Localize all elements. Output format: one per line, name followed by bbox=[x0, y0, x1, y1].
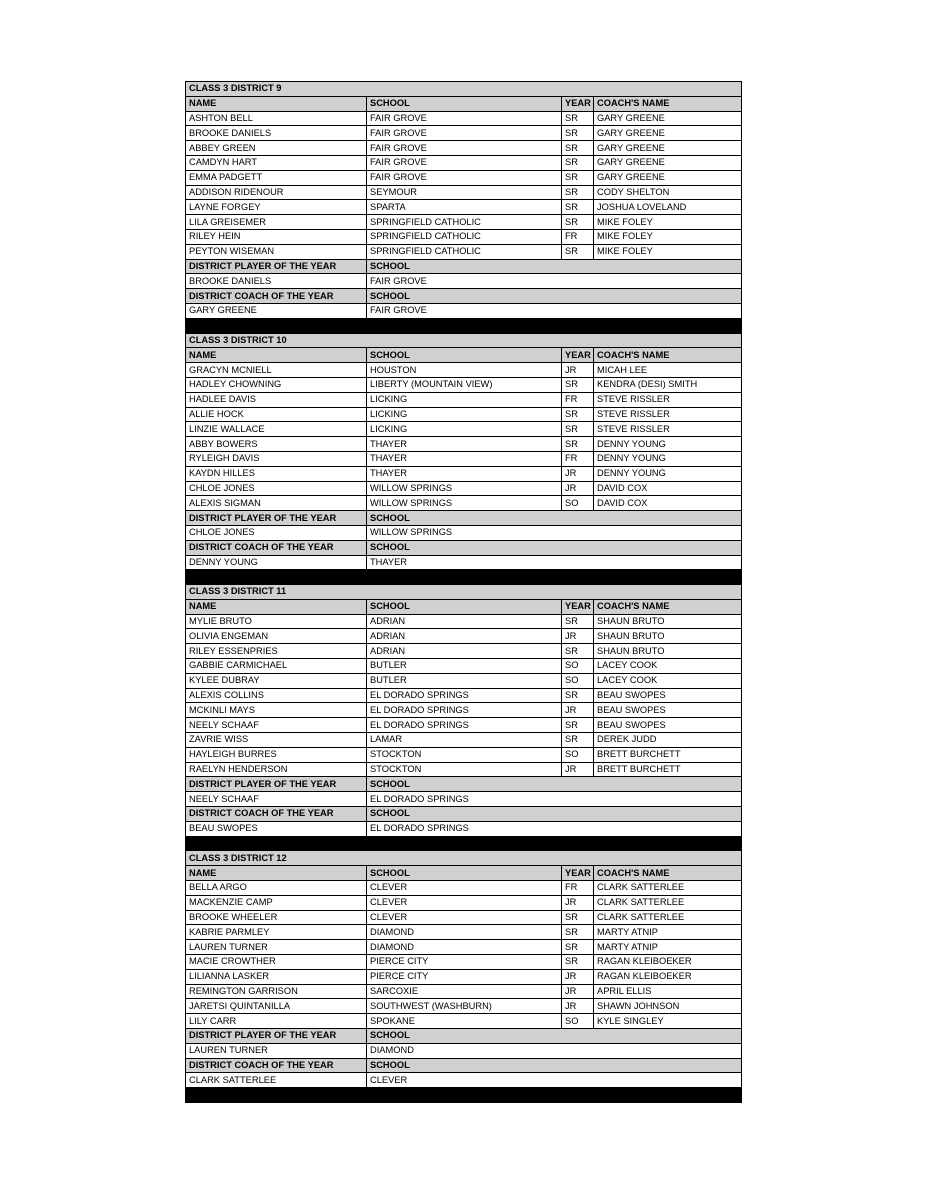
player-of-year-label: DISTRICT PLAYER OF THE YEAR bbox=[186, 259, 367, 274]
player-school: FAIR GROVE bbox=[367, 170, 562, 185]
player-name: PEYTON WISEMAN bbox=[186, 244, 367, 259]
player-year: SO bbox=[562, 1014, 594, 1029]
player-name: ADDISON RIDENOUR bbox=[186, 185, 367, 200]
header-year: YEAR bbox=[562, 599, 594, 614]
player-coach: CLARK SATTERLEE bbox=[594, 910, 742, 925]
coach-of-year-school: THAYER bbox=[367, 555, 742, 570]
player-school: ADRIAN bbox=[367, 629, 562, 644]
header-year: YEAR bbox=[562, 866, 594, 881]
player-school: LICKING bbox=[367, 392, 562, 407]
player-year: FR bbox=[562, 229, 594, 244]
player-name: MYLIE BRUTO bbox=[186, 614, 367, 629]
coach-of-year-name: CLARK SATTERLEE bbox=[186, 1073, 367, 1088]
player-row bbox=[186, 629, 742, 644]
player-name: ALLIE HOCK bbox=[186, 407, 367, 422]
coach-of-year-header-row bbox=[186, 1058, 742, 1073]
player-coach: STEVE RISSLER bbox=[594, 422, 742, 437]
section-divider bbox=[186, 570, 742, 585]
player-school: BUTLER bbox=[367, 659, 562, 674]
player-of-year-name: BROOKE DANIELS bbox=[186, 274, 367, 289]
player-row bbox=[186, 688, 742, 703]
player-coach: STEVE RISSLER bbox=[594, 392, 742, 407]
player-school: BUTLER bbox=[367, 673, 562, 688]
player-school: CLEVER bbox=[367, 881, 562, 896]
player-coach: GARY GREENE bbox=[594, 111, 742, 126]
player-year: JR bbox=[562, 629, 594, 644]
player-school: SPOKANE bbox=[367, 1014, 562, 1029]
player-row bbox=[186, 673, 742, 688]
player-school: THAYER bbox=[367, 466, 562, 481]
player-school: FAIR GROVE bbox=[367, 141, 562, 156]
player-coach: GARY GREENE bbox=[594, 155, 742, 170]
player-row bbox=[186, 644, 742, 659]
player-row bbox=[186, 614, 742, 629]
section-divider-bar bbox=[186, 318, 742, 333]
coach-of-year-header-row bbox=[186, 540, 742, 555]
player-year: FR bbox=[562, 881, 594, 896]
player-coach: RAGAN KLEIBOEKER bbox=[594, 955, 742, 970]
player-of-year-school-label: SCHOOL bbox=[367, 511, 742, 526]
player-year: SO bbox=[562, 673, 594, 688]
player-year: SO bbox=[562, 496, 594, 511]
player-coach: BEAU SWOPES bbox=[594, 688, 742, 703]
player-coach: CLARK SATTERLEE bbox=[594, 895, 742, 910]
coach-of-year-school-label: SCHOOL bbox=[367, 540, 742, 555]
section-divider bbox=[186, 318, 742, 333]
player-school: EL DORADO SPRINGS bbox=[367, 718, 562, 733]
column-header-row bbox=[186, 348, 742, 363]
header-name: NAME bbox=[186, 599, 367, 614]
player-of-year-header-row bbox=[186, 1029, 742, 1044]
player-school: FAIR GROVE bbox=[367, 111, 562, 126]
player-row bbox=[186, 244, 742, 259]
player-year: SR bbox=[562, 244, 594, 259]
coach-of-year-row bbox=[186, 555, 742, 570]
section-divider-bar bbox=[186, 1088, 742, 1103]
coach-of-year-label: DISTRICT COACH OF THE YEAR bbox=[186, 807, 367, 822]
player-coach: CLARK SATTERLEE bbox=[594, 881, 742, 896]
player-coach: BRETT BURCHETT bbox=[594, 762, 742, 777]
player-school: LICKING bbox=[367, 422, 562, 437]
player-row bbox=[186, 733, 742, 748]
coach-of-year-header-row bbox=[186, 807, 742, 822]
player-of-year-header-row bbox=[186, 777, 742, 792]
player-school: SEYMOUR bbox=[367, 185, 562, 200]
coach-of-year-school-label: SCHOOL bbox=[367, 807, 742, 822]
player-of-year-label: DISTRICT PLAYER OF THE YEAR bbox=[186, 511, 367, 526]
player-name: NEELY SCHAAF bbox=[186, 718, 367, 733]
coach-of-year-header-row bbox=[186, 289, 742, 304]
player-coach: DENNY YOUNG bbox=[594, 437, 742, 452]
player-school: THAYER bbox=[367, 451, 562, 466]
player-of-year-header-row bbox=[186, 511, 742, 526]
player-of-year-school-label: SCHOOL bbox=[367, 777, 742, 792]
player-row bbox=[186, 407, 742, 422]
player-name: LAYNE FORGEY bbox=[186, 200, 367, 215]
player-name: HAYLEIGH BURRES bbox=[186, 747, 367, 762]
player-year: FR bbox=[562, 392, 594, 407]
section-divider bbox=[186, 836, 742, 851]
player-name: LAUREN TURNER bbox=[186, 940, 367, 955]
header-coach: COACH'S NAME bbox=[594, 348, 742, 363]
player-coach: LACEY COOK bbox=[594, 659, 742, 674]
player-year: SR bbox=[562, 733, 594, 748]
column-header-row bbox=[186, 96, 742, 111]
player-coach: MIKE FOLEY bbox=[594, 244, 742, 259]
header-year: YEAR bbox=[562, 348, 594, 363]
player-year: SO bbox=[562, 747, 594, 762]
player-name: BROOKE DANIELS bbox=[186, 126, 367, 141]
player-row bbox=[186, 466, 742, 481]
district-title-row bbox=[186, 585, 742, 600]
header-school: SCHOOL bbox=[367, 348, 562, 363]
player-coach: DENNY YOUNG bbox=[594, 466, 742, 481]
player-name: RILEY HEIN bbox=[186, 229, 367, 244]
player-coach: RAGAN KLEIBOEKER bbox=[594, 969, 742, 984]
player-row bbox=[186, 496, 742, 511]
player-of-year-name: LAUREN TURNER bbox=[186, 1043, 367, 1058]
player-name: EMMA PADGETT bbox=[186, 170, 367, 185]
header-school: SCHOOL bbox=[367, 96, 562, 111]
coach-of-year-row bbox=[186, 303, 742, 318]
coach-of-year-row bbox=[186, 1073, 742, 1088]
player-school: DIAMOND bbox=[367, 925, 562, 940]
player-row bbox=[186, 999, 742, 1014]
player-coach: CODY SHELTON bbox=[594, 185, 742, 200]
player-year: SR bbox=[562, 422, 594, 437]
player-coach: BRETT BURCHETT bbox=[594, 747, 742, 762]
player-year: SR bbox=[562, 955, 594, 970]
all-district-table-body bbox=[186, 82, 742, 1103]
player-of-year-name: CHLOE JONES bbox=[186, 525, 367, 540]
player-coach: LACEY COOK bbox=[594, 673, 742, 688]
player-name: CAMDYN HART bbox=[186, 155, 367, 170]
all-district-table bbox=[185, 81, 742, 1103]
coach-of-year-name: GARY GREENE bbox=[186, 303, 367, 318]
player-year: JR bbox=[562, 481, 594, 496]
player-school: CLEVER bbox=[367, 895, 562, 910]
district-title: CLASS 3 DISTRICT 10 bbox=[186, 333, 742, 348]
player-school: WILLOW SPRINGS bbox=[367, 496, 562, 511]
player-row bbox=[186, 363, 742, 378]
player-of-year-school: EL DORADO SPRINGS bbox=[367, 792, 742, 807]
player-row bbox=[186, 718, 742, 733]
player-coach: JOSHUA LOVELAND bbox=[594, 200, 742, 215]
player-coach: GARY GREENE bbox=[594, 141, 742, 156]
player-row bbox=[186, 940, 742, 955]
coach-of-year-school: CLEVER bbox=[367, 1073, 742, 1088]
player-row bbox=[186, 703, 742, 718]
player-coach: MICAH LEE bbox=[594, 363, 742, 378]
player-row bbox=[186, 881, 742, 896]
player-row bbox=[186, 111, 742, 126]
coach-of-year-school-label: SCHOOL bbox=[367, 1058, 742, 1073]
player-row bbox=[186, 126, 742, 141]
player-of-year-row bbox=[186, 792, 742, 807]
player-year: SR bbox=[562, 200, 594, 215]
player-year: SR bbox=[562, 718, 594, 733]
player-year: SR bbox=[562, 688, 594, 703]
player-coach: SHAUN BRUTO bbox=[594, 614, 742, 629]
player-year: JR bbox=[562, 363, 594, 378]
player-name: KABRIE PARMLEY bbox=[186, 925, 367, 940]
player-school: WILLOW SPRINGS bbox=[367, 481, 562, 496]
player-row bbox=[186, 984, 742, 999]
header-coach: COACH'S NAME bbox=[594, 866, 742, 881]
header-coach: COACH'S NAME bbox=[594, 599, 742, 614]
district-title-row bbox=[186, 333, 742, 348]
player-row bbox=[186, 437, 742, 452]
player-name: HADLEY CHOWNING bbox=[186, 377, 367, 392]
player-coach: GARY GREENE bbox=[594, 170, 742, 185]
player-name: RILEY ESSENPRIES bbox=[186, 644, 367, 659]
section-divider-bar bbox=[186, 570, 742, 585]
player-row bbox=[186, 377, 742, 392]
player-year: SR bbox=[562, 111, 594, 126]
player-name: KAYDN HILLES bbox=[186, 466, 367, 481]
player-coach: MIKE FOLEY bbox=[594, 215, 742, 230]
header-coach: COACH'S NAME bbox=[594, 96, 742, 111]
header-name: NAME bbox=[186, 348, 367, 363]
player-coach: DEREK JUDD bbox=[594, 733, 742, 748]
player-coach: APRIL ELLIS bbox=[594, 984, 742, 999]
coach-of-year-label: DISTRICT COACH OF THE YEAR bbox=[186, 540, 367, 555]
player-of-year-row bbox=[186, 274, 742, 289]
player-year: SR bbox=[562, 407, 594, 422]
player-row bbox=[186, 229, 742, 244]
player-year: SR bbox=[562, 155, 594, 170]
player-name: BELLA ARGO bbox=[186, 881, 367, 896]
player-name: ALEXIS COLLINS bbox=[186, 688, 367, 703]
player-name: MACIE CROWTHER bbox=[186, 955, 367, 970]
player-year: SR bbox=[562, 614, 594, 629]
player-row bbox=[186, 155, 742, 170]
player-year: SO bbox=[562, 659, 594, 674]
header-year: YEAR bbox=[562, 96, 594, 111]
player-name: ABBY BOWERS bbox=[186, 437, 367, 452]
player-row bbox=[186, 392, 742, 407]
section-divider-bar bbox=[186, 836, 742, 851]
player-row bbox=[186, 747, 742, 762]
player-coach: BEAU SWOPES bbox=[594, 703, 742, 718]
player-name: CHLOE JONES bbox=[186, 481, 367, 496]
player-of-year-school: FAIR GROVE bbox=[367, 274, 742, 289]
player-school: EL DORADO SPRINGS bbox=[367, 703, 562, 718]
player-school: EL DORADO SPRINGS bbox=[367, 688, 562, 703]
player-of-year-label: DISTRICT PLAYER OF THE YEAR bbox=[186, 1029, 367, 1044]
column-header-row bbox=[186, 866, 742, 881]
coach-of-year-row bbox=[186, 821, 742, 836]
player-row bbox=[186, 200, 742, 215]
player-year: SR bbox=[562, 644, 594, 659]
player-school: ADRIAN bbox=[367, 644, 562, 659]
player-name: ALEXIS SIGMAN bbox=[186, 496, 367, 511]
player-coach: DAVID COX bbox=[594, 496, 742, 511]
player-coach: SHAUN BRUTO bbox=[594, 629, 742, 644]
player-year: SR bbox=[562, 925, 594, 940]
player-row bbox=[186, 215, 742, 230]
player-coach: MARTY ATNIP bbox=[594, 925, 742, 940]
player-row bbox=[186, 185, 742, 200]
header-school: SCHOOL bbox=[367, 866, 562, 881]
player-row bbox=[186, 895, 742, 910]
player-row bbox=[186, 762, 742, 777]
player-year: JR bbox=[562, 466, 594, 481]
player-school: SPRINGFIELD CATHOLIC bbox=[367, 229, 562, 244]
coach-of-year-school: EL DORADO SPRINGS bbox=[367, 821, 742, 836]
player-name: ZAVRIE WISS bbox=[186, 733, 367, 748]
player-row bbox=[186, 969, 742, 984]
column-header-row bbox=[186, 599, 742, 614]
player-row bbox=[186, 141, 742, 156]
coach-of-year-label: DISTRICT COACH OF THE YEAR bbox=[186, 289, 367, 304]
player-coach: BEAU SWOPES bbox=[594, 718, 742, 733]
player-school: PIERCE CITY bbox=[367, 969, 562, 984]
player-school: FAIR GROVE bbox=[367, 126, 562, 141]
player-year: JR bbox=[562, 984, 594, 999]
player-school: HOUSTON bbox=[367, 363, 562, 378]
coach-of-year-name: BEAU SWOPES bbox=[186, 821, 367, 836]
player-row bbox=[186, 659, 742, 674]
player-row bbox=[186, 481, 742, 496]
player-year: JR bbox=[562, 999, 594, 1014]
coach-of-year-school-label: SCHOOL bbox=[367, 289, 742, 304]
player-school: SARCOXIE bbox=[367, 984, 562, 999]
player-school: SPRINGFIELD CATHOLIC bbox=[367, 215, 562, 230]
player-of-year-school-label: SCHOOL bbox=[367, 259, 742, 274]
player-name: LILA GREISEMER bbox=[186, 215, 367, 230]
coach-of-year-name: DENNY YOUNG bbox=[186, 555, 367, 570]
player-name: RAELYN HENDERSON bbox=[186, 762, 367, 777]
player-school: ADRIAN bbox=[367, 614, 562, 629]
player-year: JR bbox=[562, 895, 594, 910]
player-year: JR bbox=[562, 762, 594, 777]
player-school: STOCKTON bbox=[367, 747, 562, 762]
player-coach: STEVE RISSLER bbox=[594, 407, 742, 422]
player-year: SR bbox=[562, 940, 594, 955]
player-school: PIERCE CITY bbox=[367, 955, 562, 970]
player-school: LIBERTY (MOUNTAIN VIEW) bbox=[367, 377, 562, 392]
player-name: ABBEY GREEN bbox=[186, 141, 367, 156]
player-coach: KYLE SINGLEY bbox=[594, 1014, 742, 1029]
all-district-document bbox=[185, 81, 741, 1103]
player-school: SOUTHWEST (WASHBURN) bbox=[367, 999, 562, 1014]
player-row bbox=[186, 925, 742, 940]
header-name: NAME bbox=[186, 866, 367, 881]
player-school: THAYER bbox=[367, 437, 562, 452]
player-row bbox=[186, 1014, 742, 1029]
player-year: SR bbox=[562, 215, 594, 230]
coach-of-year-school: FAIR GROVE bbox=[367, 303, 742, 318]
player-name: GABBIE CARMICHAEL bbox=[186, 659, 367, 674]
player-year: SR bbox=[562, 141, 594, 156]
header-name: NAME bbox=[186, 96, 367, 111]
player-of-year-name: NEELY SCHAAF bbox=[186, 792, 367, 807]
player-name: ASHTON BELL bbox=[186, 111, 367, 126]
district-title: CLASS 3 DISTRICT 12 bbox=[186, 851, 742, 866]
section-divider bbox=[186, 1088, 742, 1103]
player-year: SR bbox=[562, 437, 594, 452]
player-year: SR bbox=[562, 126, 594, 141]
player-name: GRACYN MCNIELL bbox=[186, 363, 367, 378]
player-year: JR bbox=[562, 969, 594, 984]
player-year: SR bbox=[562, 185, 594, 200]
player-coach: DENNY YOUNG bbox=[594, 451, 742, 466]
player-school: SPARTA bbox=[367, 200, 562, 215]
player-school: FAIR GROVE bbox=[367, 155, 562, 170]
player-name: REMINGTON GARRISON bbox=[186, 984, 367, 999]
player-of-year-school: DIAMOND bbox=[367, 1043, 742, 1058]
player-of-year-school-label: SCHOOL bbox=[367, 1029, 742, 1044]
player-name: MCKINLI MAYS bbox=[186, 703, 367, 718]
player-name: RYLEIGH DAVIS bbox=[186, 451, 367, 466]
player-row bbox=[186, 955, 742, 970]
player-coach: MIKE FOLEY bbox=[594, 229, 742, 244]
district-title: CLASS 3 DISTRICT 11 bbox=[186, 585, 742, 600]
player-year: SR bbox=[562, 377, 594, 392]
player-name: LINZIE WALLACE bbox=[186, 422, 367, 437]
player-school: LICKING bbox=[367, 407, 562, 422]
player-school: STOCKTON bbox=[367, 762, 562, 777]
coach-of-year-label: DISTRICT COACH OF THE YEAR bbox=[186, 1058, 367, 1073]
player-row bbox=[186, 170, 742, 185]
player-name: LILY CARR bbox=[186, 1014, 367, 1029]
player-row bbox=[186, 451, 742, 466]
player-coach: MARTY ATNIP bbox=[594, 940, 742, 955]
player-school: LAMAR bbox=[367, 733, 562, 748]
player-school: DIAMOND bbox=[367, 940, 562, 955]
player-year: SR bbox=[562, 910, 594, 925]
player-name: MACKENZIE CAMP bbox=[186, 895, 367, 910]
player-year: JR bbox=[562, 703, 594, 718]
player-name: BROOKE WHEELER bbox=[186, 910, 367, 925]
district-title-row bbox=[186, 851, 742, 866]
player-coach: KENDRA (DESI) SMITH bbox=[594, 377, 742, 392]
player-coach: GARY GREENE bbox=[594, 126, 742, 141]
player-coach: DAVID COX bbox=[594, 481, 742, 496]
player-coach: SHAWN JOHNSON bbox=[594, 999, 742, 1014]
player-row bbox=[186, 422, 742, 437]
player-of-year-row bbox=[186, 1043, 742, 1058]
player-row bbox=[186, 910, 742, 925]
player-coach: SHAUN BRUTO bbox=[594, 644, 742, 659]
district-title: CLASS 3 DISTRICT 9 bbox=[186, 82, 742, 97]
player-of-year-label: DISTRICT PLAYER OF THE YEAR bbox=[186, 777, 367, 792]
district-title-row bbox=[186, 82, 742, 97]
player-name: OLIVIA ENGEMAN bbox=[186, 629, 367, 644]
player-name: LILIANNA LASKER bbox=[186, 969, 367, 984]
player-of-year-school: WILLOW SPRINGS bbox=[367, 525, 742, 540]
player-year: FR bbox=[562, 451, 594, 466]
player-of-year-row bbox=[186, 525, 742, 540]
player-year: SR bbox=[562, 170, 594, 185]
player-name: KYLEE DUBRAY bbox=[186, 673, 367, 688]
player-name: JARETSI QUINTANILLA bbox=[186, 999, 367, 1014]
player-school: SPRINGFIELD CATHOLIC bbox=[367, 244, 562, 259]
header-school: SCHOOL bbox=[367, 599, 562, 614]
player-school: CLEVER bbox=[367, 910, 562, 925]
player-name: HADLEE DAVIS bbox=[186, 392, 367, 407]
player-of-year-header-row bbox=[186, 259, 742, 274]
